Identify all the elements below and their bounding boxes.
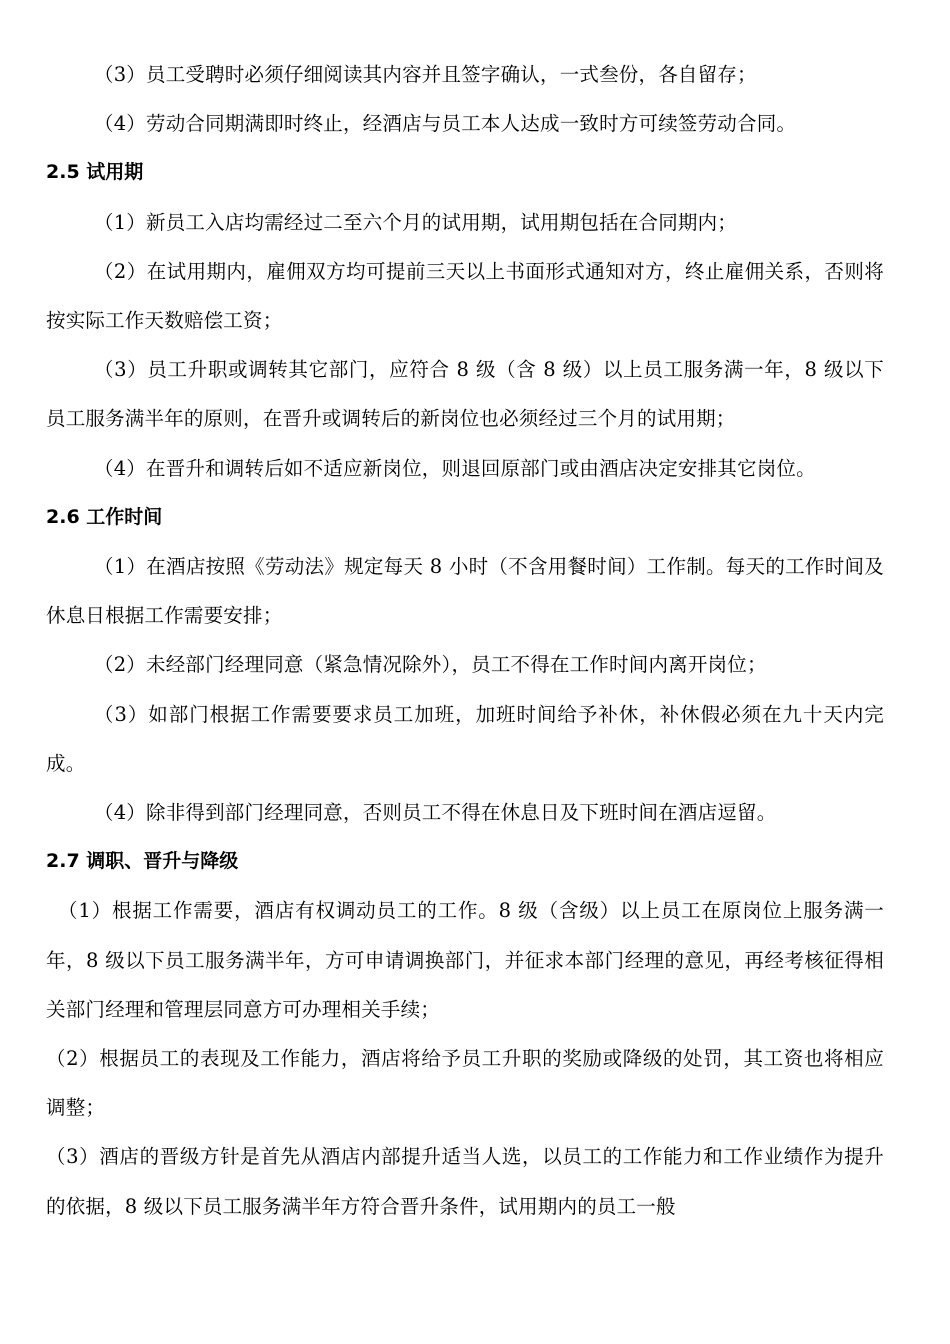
paragraph-2-7-1: （1）根据工作需要，酒店有权调动员工的工作。8 级（含级）以上员工在原岗位上服务满一年，8 级以下员工服务满半年，方可申请调换部门，并征求本部门经理的意见，再经考核征得相关部门经理和管理层同意方可办理相关手续； [46, 899, 884, 1021]
paragraph-2-6-4: （4）除非得到部门经理同意，否则员工不得在休息日及下班时间在酒店逗留。 [94, 801, 777, 825]
paragraph-2-6-1: （1）在酒店按照《劳动法》规定每天 8 小时（不含用餐时间）工作制。每天的工作时间及休息日根据工作需要安排； [46, 555, 884, 628]
paragraph-2-7-2: （2）根据员工的表现及工作能力，酒店将给予员工升职的奖励或降级的处罚，其工资也将相应调整； [46, 1047, 884, 1120]
section-heading-2-5: 2.5 试用期 [46, 161, 144, 184]
paragraph-2-5-3: （3）员工升职或调转其它部门，应符合 8 级（含 8 级）以上员工服务满一年，8 级以下员工服务满半年的原则，在晋升或调转后的新岗位也必须经过三个月的试用期； [46, 358, 884, 431]
section-heading-2-6: 2.6 工作时间 [46, 505, 163, 528]
paragraph-2-5-4: （4）在晋升和调转后如不适应新岗位，则退回原部门或由酒店决定安排其它岗位。 [94, 456, 816, 480]
paragraph-2-7-3: （3）酒店的晋级方针是首先从酒店内部提升适当人选，以员工的工作能力和工作业绩作为提升的依据，8 级以下员工服务满半年方符合晋升条件，试用期内的员工一般 [46, 1145, 884, 1218]
document-page [46, 50, 884, 1231]
paragraph-2-4-3: （3）员工受聘时必须仔细阅读其内容并且签字确认，一式叁份，各自留存； [94, 63, 757, 86]
paragraph-2-5-1: （1）新员工入店均需经过二至六个月的试用期，试用期包括在合同期内； [94, 210, 738, 234]
paragraph-2-5-2: （2）在试用期内，雇佣双方均可提前三天以上书面形式通知对方，终止雇佣关系，否则将按实际工作天数赔偿工资； [46, 259, 884, 333]
paragraph-2-4-4: （4）劳动合同期满即时终止，经酒店与员工本人达成一致时方可续签劳动合同。 [94, 112, 797, 136]
section-heading-2-7: 2.7 调职、晋升与降级 [46, 850, 239, 873]
paragraph-2-6-2: （2）未经部门经理同意（紧急情况除外），员工不得在工作时间内离开岗位； [94, 653, 767, 677]
paragraph-2-6-3: （3）如部门根据工作需要要求员工加班，加班时间给予补休，补休假必须在九十天内完成。 [46, 702, 884, 775]
